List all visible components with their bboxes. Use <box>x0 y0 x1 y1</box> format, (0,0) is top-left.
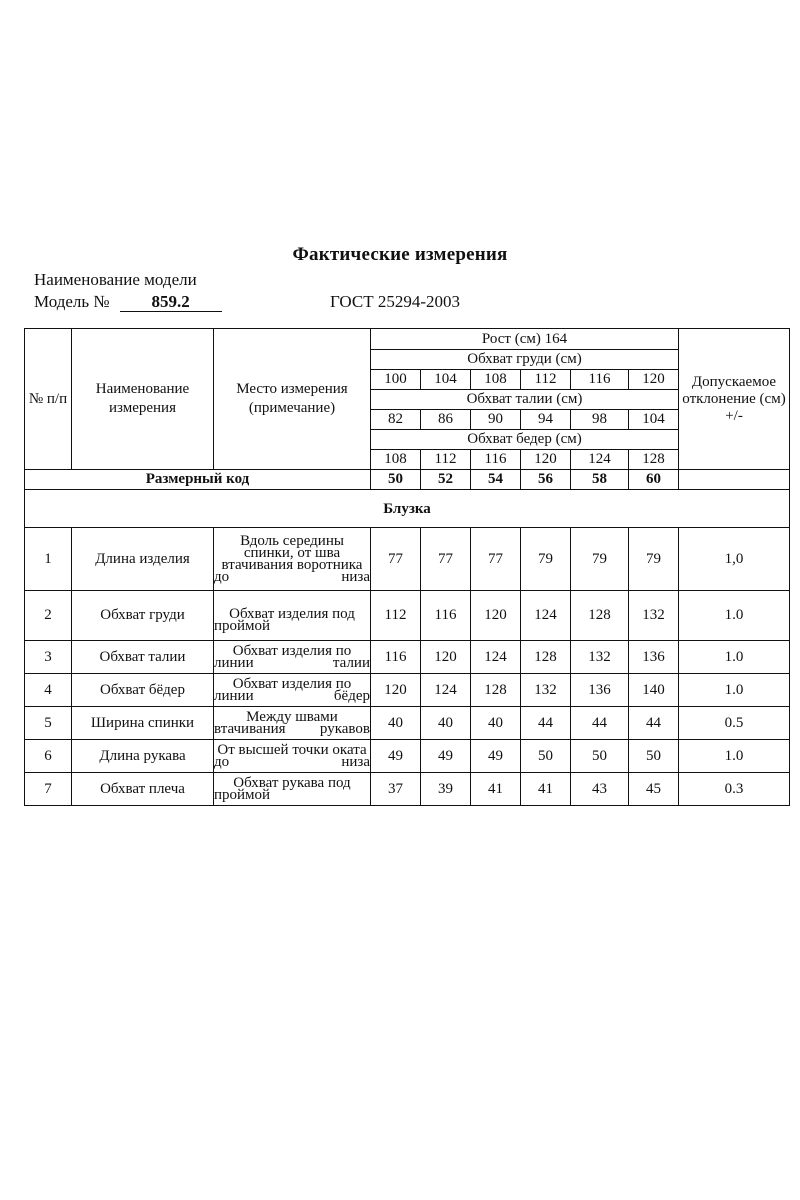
row-value: 77 <box>471 528 521 591</box>
hips-header: Обхват бедер (см) <box>371 430 679 450</box>
row-value: 128 <box>471 674 521 707</box>
row-value: 49 <box>421 740 471 773</box>
chest-value: 116 <box>571 370 629 390</box>
row-value: 77 <box>371 528 421 591</box>
waist-value: 94 <box>521 410 571 430</box>
size-code: 54 <box>471 470 521 490</box>
row-note: Вдоль середины спинки, от шва втачивания воротника до низа <box>214 528 371 591</box>
measurements-table <box>24 328 790 806</box>
row-value: 44 <box>629 707 679 740</box>
row-value: 124 <box>421 674 471 707</box>
row-value: 136 <box>629 641 679 674</box>
col-header-name: Наименование измерения <box>72 329 214 470</box>
row-value: 39 <box>421 773 471 806</box>
row-value: 37 <box>371 773 421 806</box>
hips-value: 128 <box>629 450 679 470</box>
row-number: 6 <box>25 740 72 773</box>
table-row <box>25 674 790 707</box>
row-value: 128 <box>521 641 571 674</box>
table-row <box>25 528 790 591</box>
row-value: 50 <box>629 740 679 773</box>
row-value: 136 <box>571 674 629 707</box>
chest-value: 100 <box>371 370 421 390</box>
size-code: 60 <box>629 470 679 490</box>
row-value: 120 <box>471 591 521 641</box>
gost-standard: ГОСТ 25294-2003 <box>330 292 461 311</box>
table-row <box>25 641 790 674</box>
row-value: 41 <box>521 773 571 806</box>
row-number: 2 <box>25 591 72 641</box>
row-name: Обхват груди <box>72 591 214 641</box>
section-title: Блузка <box>25 490 790 528</box>
row-value: 40 <box>471 707 521 740</box>
row-note: Обхват изделия под проймой <box>214 591 371 641</box>
row-value: 79 <box>521 528 571 591</box>
row-tolerance: 1,0 <box>679 528 790 591</box>
model-number-line <box>34 292 222 312</box>
row-value: 44 <box>521 707 571 740</box>
model-number-value: 859.2 <box>120 292 222 312</box>
row-note: От высшей точки оката до низа <box>214 740 371 773</box>
row-value: 40 <box>421 707 471 740</box>
size-code: 50 <box>371 470 421 490</box>
row-number: 1 <box>25 528 72 591</box>
row-name: Ширина спинки <box>72 707 214 740</box>
chest-header: Обхват груди (см) <box>371 350 679 370</box>
row-number: 4 <box>25 674 72 707</box>
row-name: Длина изделия <box>72 528 214 591</box>
col-header-tolerance: Допускаемое отклонение (см) +/- <box>679 329 790 470</box>
row-tolerance: 1.0 <box>679 674 790 707</box>
row-tolerance: 0.3 <box>679 773 790 806</box>
col-header-place: Место измерения (примечание) <box>214 329 371 470</box>
hips-value: 116 <box>471 450 521 470</box>
row-value: 124 <box>471 641 521 674</box>
row-value: 132 <box>521 674 571 707</box>
waist-header: Обхват талии (см) <box>371 390 679 410</box>
row-name: Обхват плеча <box>72 773 214 806</box>
chest-value: 120 <box>629 370 679 390</box>
waist-value: 86 <box>421 410 471 430</box>
height-header: Рост (см) 164 <box>371 329 679 350</box>
row-number: 7 <box>25 773 72 806</box>
row-value: 120 <box>421 641 471 674</box>
row-value: 79 <box>571 528 629 591</box>
hips-value: 124 <box>571 450 629 470</box>
waist-value: 82 <box>371 410 421 430</box>
row-name: Обхват бёдер <box>72 674 214 707</box>
row-tolerance: 0.5 <box>679 707 790 740</box>
size-code-label: Размерный код <box>25 470 371 490</box>
row-value: 116 <box>421 591 471 641</box>
row-value: 50 <box>521 740 571 773</box>
row-number: 5 <box>25 707 72 740</box>
row-value: 40 <box>371 707 421 740</box>
row-value: 77 <box>421 528 471 591</box>
table-row <box>25 707 790 740</box>
row-value: 50 <box>571 740 629 773</box>
row-value: 49 <box>471 740 521 773</box>
chest-value: 112 <box>521 370 571 390</box>
table-row <box>25 740 790 773</box>
row-value: 43 <box>571 773 629 806</box>
page-title: Фактические измерения <box>292 244 508 265</box>
row-number: 3 <box>25 641 72 674</box>
size-code: 52 <box>421 470 471 490</box>
row-value: 49 <box>371 740 421 773</box>
row-note: Обхват рукава под проймой <box>214 773 371 806</box>
row-name: Обхват талии <box>72 641 214 674</box>
row-value: 45 <box>629 773 679 806</box>
waist-value: 104 <box>629 410 679 430</box>
model-number-label: Модель № <box>34 292 110 311</box>
size-code: 56 <box>521 470 571 490</box>
row-tolerance: 1.0 <box>679 591 790 641</box>
size-code-empty <box>679 470 790 490</box>
row-value: 112 <box>371 591 421 641</box>
row-value: 132 <box>571 641 629 674</box>
table-row <box>25 773 790 806</box>
row-tolerance: 1.0 <box>679 740 790 773</box>
size-code: 58 <box>571 470 629 490</box>
hips-value: 120 <box>521 450 571 470</box>
row-note: Обхват изделия по линии бёдер <box>214 674 371 707</box>
hips-value: 112 <box>421 450 471 470</box>
row-value: 79 <box>629 528 679 591</box>
row-value: 128 <box>571 591 629 641</box>
row-note: Между швами втачивания рукавов <box>214 707 371 740</box>
waist-value: 98 <box>571 410 629 430</box>
model-name-label: Наименование модели <box>34 270 197 289</box>
chest-value: 104 <box>421 370 471 390</box>
row-value: 124 <box>521 591 571 641</box>
row-name: Длина рукава <box>72 740 214 773</box>
row-value: 132 <box>629 591 679 641</box>
row-note: Обхват изделия по линии талии <box>214 641 371 674</box>
row-value: 140 <box>629 674 679 707</box>
chest-value: 108 <box>471 370 521 390</box>
row-value: 41 <box>471 773 521 806</box>
row-tolerance: 1.0 <box>679 641 790 674</box>
hips-value: 108 <box>371 450 421 470</box>
row-value: 116 <box>371 641 421 674</box>
table-row <box>25 591 790 641</box>
row-value: 120 <box>371 674 421 707</box>
col-header-no: № п/п <box>25 329 72 470</box>
waist-value: 90 <box>471 410 521 430</box>
row-value: 44 <box>571 707 629 740</box>
